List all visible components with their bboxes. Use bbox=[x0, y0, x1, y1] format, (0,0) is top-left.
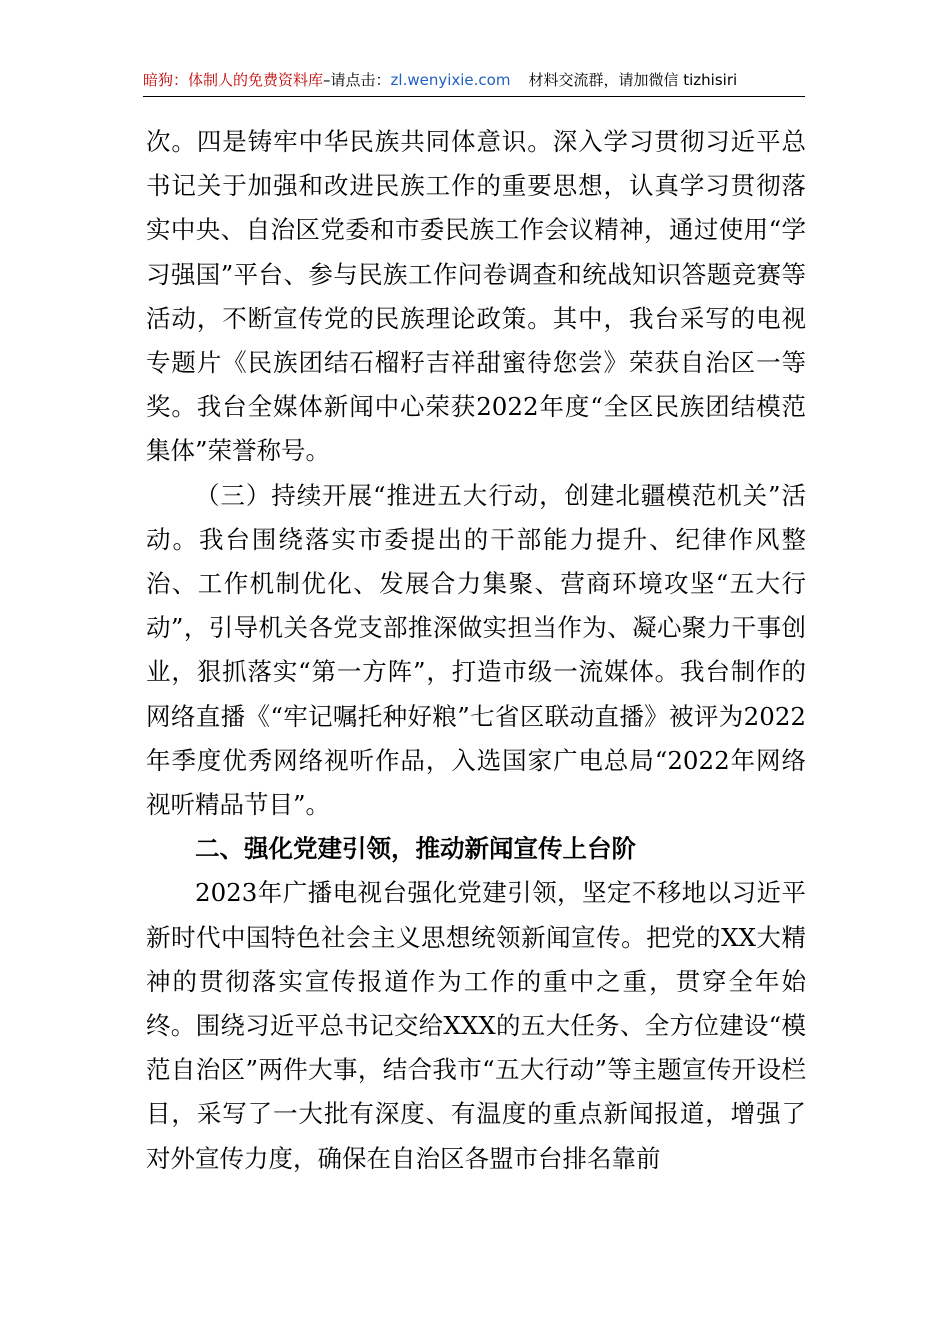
section-heading: 二、强化党建引领，推动新闻宣传上台阶 bbox=[195, 834, 636, 864]
page-header bbox=[143, 66, 805, 94]
paragraph-continuation: 次。四是铸牢中华民族共同体意识。深入学习贯彻习近平总书记关于加强和改进民族工作的重要思想，认真学习贯彻落实中央、自治区党委和市委民族工作会议精神，通过使用“学习强国”平台、参与民族工作问卷调查和统战知识答题竞赛等活动，不断宣传党的民族理论政策。其中，我台采写的电视专题片《民族团结石榴籽吉祥甜蜜待您尝》荣获自治区一等奖。我台全媒体新闻中心荣获2022年度“全区民族团结模范集体”荣誉称号。 bbox=[146, 127, 806, 466]
header-divider bbox=[143, 96, 805, 97]
header-url-link[interactable]: zl.wenyixie.com bbox=[390, 71, 511, 89]
paragraph-item-three: （三）持续开展“推进五大行动，创建北疆模范机关”活动。我台围绕落实市委提出的干部能力提升、纪律作风整治、工作机制优化、发展合力集聚、营商环境攻坚“五大行动”，引导机关各党支部推深做实担当作为、凝心聚力干事创业，狠抓落实“第一方阵”，打造市级一流媒体。我台制作的网络直播《“牢记嘱托种好粮”七省区联动直播》被评为2022年季度优秀网络视听作品，入选国家广电总局“2022年网络视听精品节目”。 bbox=[146, 480, 806, 820]
document-body bbox=[146, 120, 806, 1181]
header-site-name: 暗狗：体制人的免费资料库 bbox=[143, 71, 324, 89]
header-wechat-note: 材料交流群，请加微信 tizhisiri bbox=[528, 71, 738, 89]
header-click-prompt: –请点击： bbox=[323, 71, 391, 89]
paragraph-section-two: 2023年广播电视台强化党建引领，坚定不移地以习近平新时代中国特色社会主义思想统领新闻宣传。把党的XX大精神的贯彻落实宣传报道作为工作的重中之重，贯穿全年始终。围绕习近平总书记交给XXX的五大任务、全方位建设“模范自治区”两件大事，结合我市“五大行动”等主题宣传开设栏目，采写了一大批有深度、有温度的重点新闻报道，增强了对外宣传力度，确保在自治区各盟市台排名靠前 bbox=[146, 878, 806, 1173]
